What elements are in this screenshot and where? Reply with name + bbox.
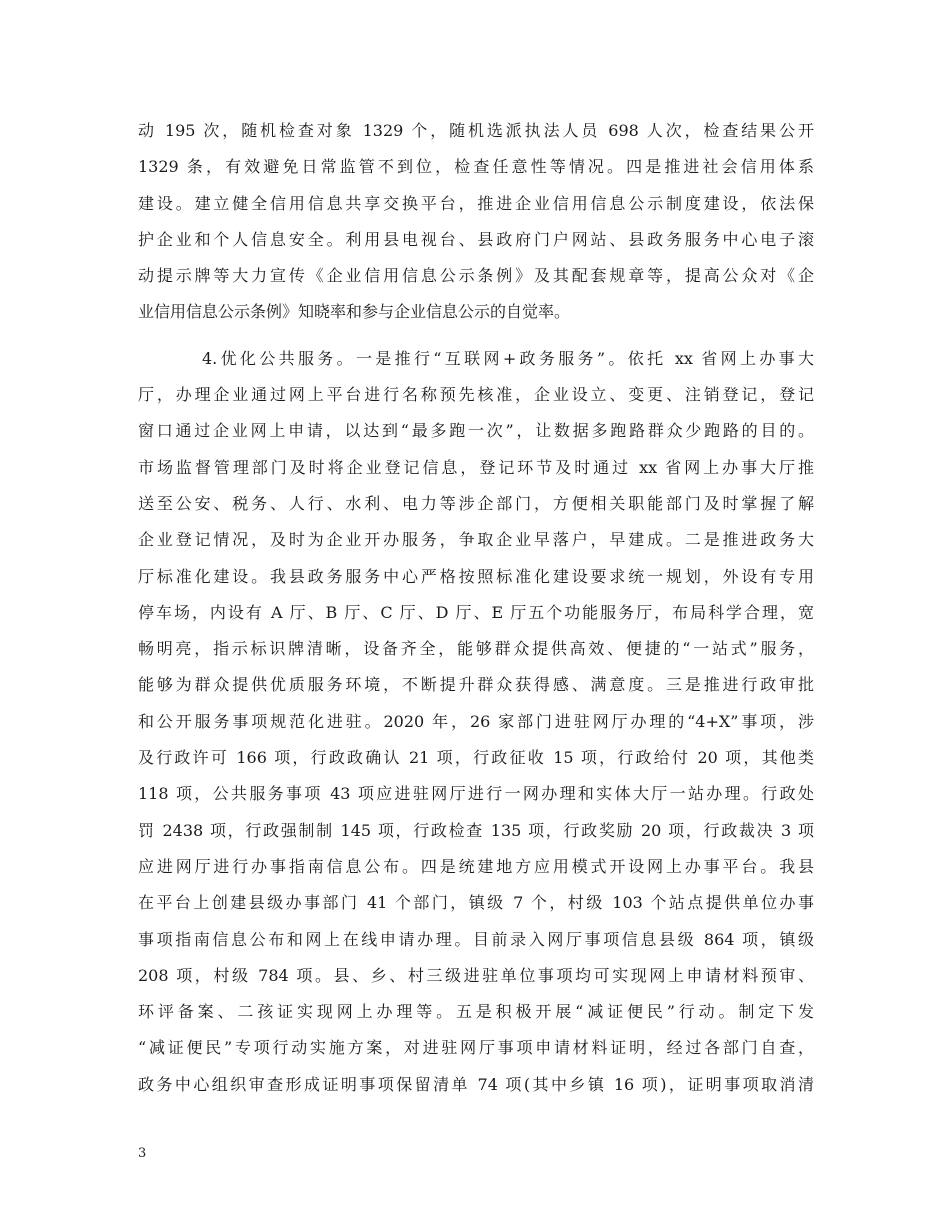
text-line: 动提示牌等大力宣传《企业信用信息公示条例》及其配套规章等，提高公众对《企 [138, 266, 814, 286]
paragraph-credit-system [138, 113, 814, 331]
text-line: 118 项，公共服务事项 43 项应进驻网厅进行一网办理和实体大厅一站办理。行政处 [138, 784, 814, 804]
text-line: 及行政许可 166 项，行政政确认 21 项，行政征收 15 项，行政给付 20 项，其他类 [138, 748, 814, 768]
paragraph-public-service [138, 341, 814, 1103]
text-line: 业信用信息公示条例》知晓率和参与企业信息公示的自觉率。 [138, 302, 571, 322]
paragraph-gap [138, 331, 814, 341]
text-line: 动 195 次，随机检查对象 1329 个，随机选派执法人员 698 人次，检查结果公开 [138, 121, 814, 140]
text-line: 停车场，内设有 A 厅、B 厅、C 厅、D 厅、E 厅五个功能服务厅，布局科学合理，宽 [138, 602, 814, 622]
text-line: “减证便民”专项行动实施方案，对进驻网厅事项申请材料证明，经过各部门自查， [138, 1038, 814, 1058]
text-line: 畅明亮，指示标识牌清晰，设备齐全，能够群众提供高效、便捷的“一站式”服务， [138, 639, 814, 659]
text-line: 厅标准化建设。我县政务服务中心严格按照标准化建设要求统一规划，外设有专用 [138, 566, 814, 586]
text-line: 事项指南信息公布和网上在线申请办理。目前录入网厅事项信息县级 864 项，镇级 [138, 929, 814, 949]
document-body [138, 113, 814, 1103]
text-line: 政务中心组织审查形成证明事项保留清单 74 项(其中乡镇 16 项)，证明事项取消清 [138, 1074, 814, 1094]
text-line: 护企业和个人信息安全。利用县电视台、县政府门户网站、县政务服务中心电子滚 [138, 229, 814, 249]
text-line: 在平台上创建县级办事部门 41 个部门，镇级 7 个，村级 103 个站点提供单位办事 [138, 893, 814, 913]
text-line: 窗口通过企业网上申请，以达到“最多跑一次”，让数据多跑路群众少跑路的目的。 [138, 421, 814, 441]
text-line: 市场监督管理部门及时将企业登记信息，登记环节及时通过 xx 省网上办事大厅推 [138, 457, 814, 477]
text-line: 208 项，村级 784 项。县、乡、村三级进驻单位事项均可实现网上申请材料预审、 [138, 965, 814, 985]
text-line: 罚 2438 项，行政强制制 145 项，行政检查 135 项，行政奖励 20 项，行政裁决 3 项 [138, 820, 814, 840]
page-number: 3 [138, 1146, 147, 1161]
text-line: 企业登记情况，及时为企业开办服务，争取企业早落户，早建成。二是推进政务大 [138, 530, 814, 550]
text-line: 1329 条，有效避免日常监管不到位，检查任意性等情况。四是推进社会信用体系 [138, 157, 814, 177]
text-line: 应进网厅进行办事指南信息公布。四是统建地方应用模式开设网上办事平台。我县 [138, 856, 814, 876]
text-line: 4.优化公共服务。一是推行“互联网+政务服务”。依托 xx 省网上办事大 [202, 348, 814, 368]
text-line: 能够为群众提供优质服务环境，不断提升群众获得感、满意度。三是推进行政审批 [138, 675, 814, 695]
text-line: 和公开服务事项规范化进驻。2020 年，26 家部门进驻网厅办理的“4+X”事项，涉 [138, 711, 814, 731]
text-line: 建设。建立健全信用信息共享交换平台，推进企业信用信息公示制度建设，依法保 [138, 193, 814, 213]
text-line: 环评备案、二孩证实现网上办理等。五是积极开展“减证便民”行动。制定下发 [138, 1002, 814, 1022]
text-line: 厅，办理企业通过网上平台进行名称预先核准，企业设立、变更、注销登记，登记 [138, 385, 814, 405]
text-line: 送至公安、税务、人行、水利、电力等涉企部门，方便相关职能部门及时掌握了解 [138, 493, 814, 513]
